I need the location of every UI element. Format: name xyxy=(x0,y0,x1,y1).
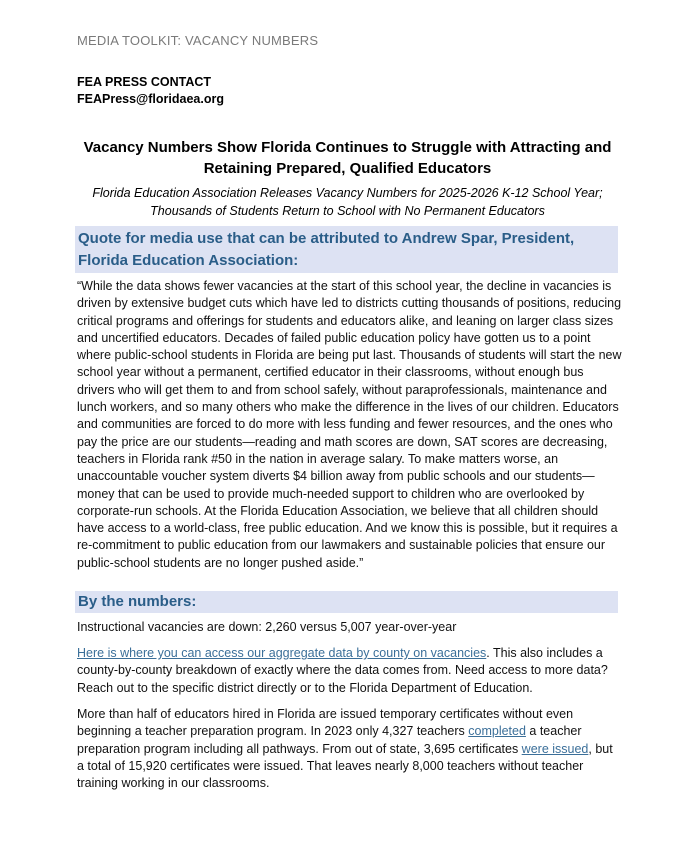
were-issued-link[interactable]: were issued xyxy=(521,741,589,756)
toolkit-label: MEDIA TOOLKIT: VACANCY NUMBERS xyxy=(77,33,319,48)
aggregate-data-paragraph xyxy=(77,645,622,697)
quote-heading-line-2: Florida Education Association: xyxy=(78,252,299,269)
press-contact-label: FEA PRESS CONTACT xyxy=(77,75,212,89)
title-line-1: Vacancy Numbers Show Florida Continues to Struggle with Attracting and xyxy=(83,139,612,156)
aggregate-data-text: . This also includes a county-by-county breakdown of exactly where the data comes from. Need access to more data? Reach out to the specific district directly or to the Florida Department of Education. xyxy=(77,646,608,695)
quote-heading xyxy=(75,226,618,273)
press-contact-email: FEAPress@floridaea.org xyxy=(77,92,224,106)
certificates-text-a: More than half of educators hired in Florida are issued temporary certificates without even beginning a teacher preparation program. In 2023 only 4,327 teachers xyxy=(77,707,574,739)
subtitle-line-1: Florida Education Association Releases Vacancy Numbers for 2025-2026 K-12 School Year; xyxy=(92,186,603,200)
page-subtitle xyxy=(80,184,615,220)
aggregate-data-link[interactable]: Here is where you can access our aggregate data by county on vacancies xyxy=(77,646,487,660)
press-contact xyxy=(77,74,224,108)
vacancy-stat-paragraph: Instructional vacancies are down: 2,260 versus 5,007 year-over-year xyxy=(77,620,457,634)
quote-text: “While the data shows fewer vacancies at the start of this school year, the decline in vacancies is driven by extensive budget cuts which have led to districts cutting thousands of positions, reducing critical programs and offerings for students and educators alike, and leaning on larger class sizes and uncertified educators. Decades of failed public education policy have gotten us to a point where public-school students in Florida are being put last. Thousands of students will start the new school year without a permanent, certified educator in their classrooms, without enough bus drivers who will get them to and from school safely, without paraprofessionals, maintenance and lunch workers, and so many others who make the difference in the lives of our children. Educators and communities are forced to do more with less funding and fewer resources, and the ones who pay the price are our students—reading and math scores are down, SAT scores are decreasing, teachers in Florida rank #50 in the nation in average salary. To make matters worse, an unaccountable voucher system diverts $4 billion away from public schools and our students—money that can be used to provide much-needed support to children who are overlooked by corporate-run schools. At the Florida Education Association, we believe that all children should have access to a world-class, free public education. And we know this is possible, but it requires a re-commitment to public education from our lawmakers and sustainable policies that ensure our public-school students are no longer pushed aside.” xyxy=(77,279,622,570)
numbers-heading: By the numbers: xyxy=(75,591,618,613)
subtitle-line-2: Thousands of Students Return to School with No Permanent Educators xyxy=(150,204,545,218)
completed-link[interactable]: completed xyxy=(468,724,526,739)
certificates-text-c: , but a total of 15,920 certificates were issued. That leaves nearly 8,000 teachers without teacher training working in our classrooms. xyxy=(77,741,613,791)
certificates-text-b: a teacher preparation program including all pathways. From out of state, 3,695 certificates xyxy=(77,724,582,756)
page-title xyxy=(70,137,625,179)
quote-heading-line-1: Quote for media use that can be attributed to Andrew Spar, President, xyxy=(78,230,575,247)
title-line-2: Retaining Prepared, Qualified Educators xyxy=(203,160,492,177)
certificates-paragraph xyxy=(77,706,622,792)
